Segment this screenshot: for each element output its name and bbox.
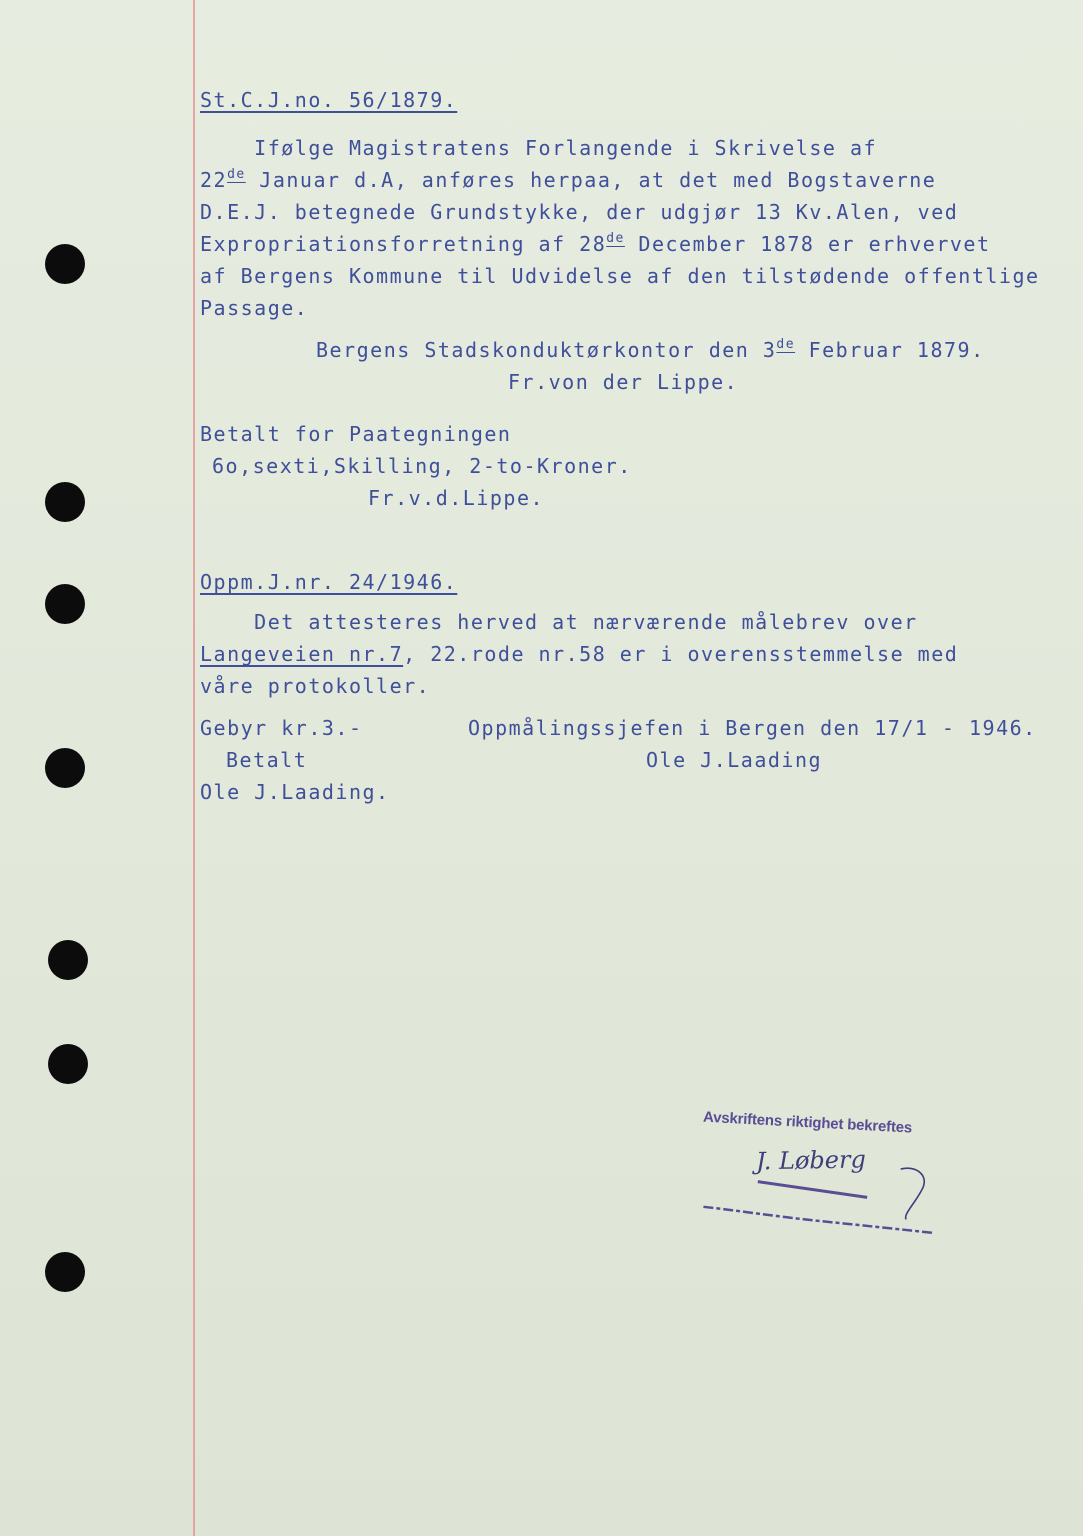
handwritten-signature: J. Løberg — [755, 1145, 867, 1176]
date-day: 22 — [200, 168, 228, 192]
reference-number-1879: St.C.J.no. 56/1879. — [200, 88, 458, 112]
punch-hole — [48, 1044, 88, 1084]
margin-rule — [193, 0, 195, 1536]
body-line: Passage. — [200, 296, 309, 320]
body-line: D.E.J. betegnede Grundstykke, der udgjør 13 Kv.Alen, ved — [200, 200, 959, 224]
fee-signature: Ole J.Laading. — [200, 780, 390, 804]
punch-hole — [48, 940, 88, 980]
fee-paid: Betalt — [226, 748, 308, 772]
payment-amount: 6o,sexti,Skilling, 2-to-Kroner. — [212, 454, 632, 478]
fee-line: Gebyr kr.3.- — [200, 716, 363, 740]
stamp-lines — [697, 1109, 948, 1252]
date-text: Februar 1879. — [795, 338, 985, 362]
body-line: Ifølge Magistratens Forlangende i Skrivelse af — [200, 136, 878, 160]
punch-hole — [45, 244, 85, 284]
date-suffix: de — [776, 337, 796, 352]
date-suffix: de — [227, 167, 246, 182]
body-line — [200, 642, 958, 666]
signature-name: Fr.von der Lippe. — [508, 370, 739, 394]
payment-signature: Fr.v.d.Lippe. — [368, 486, 545, 510]
punch-hole — [45, 748, 85, 788]
reference-number-1946: Oppm.J.nr. 24/1946. — [200, 570, 458, 594]
body-line — [200, 168, 936, 192]
body-line: af Bergens Kommune til Udvidelse af den tilstødende offentlige — [200, 264, 1040, 288]
place-text: Bergens Stadskonduktørkontor den 3 — [316, 338, 777, 362]
punch-hole — [45, 584, 85, 624]
body-line: Det attesteres herved at nærværende målebrev over — [200, 610, 918, 634]
body-text: December 1878 er erhvervet — [624, 232, 991, 256]
office-signature: Ole J.Laading — [646, 748, 823, 772]
body-text: Januar d.A, anføres herpaa, at det med Bogstaverne — [259, 168, 937, 192]
certification-stamp — [697, 1109, 948, 1252]
payment-title: Betalt for Paategningen — [200, 422, 512, 446]
date-suffix: de — [606, 231, 625, 246]
body-text: Expropriationsforretning af 28 — [200, 232, 607, 256]
punch-hole — [45, 482, 85, 522]
punch-hole — [45, 1252, 85, 1292]
office-place-date: Oppmålingssjefen i Bergen den 17/1 - 1946. — [468, 716, 1037, 740]
signature-place-date — [316, 338, 985, 362]
body-text: , 22.rode nr.58 er i overensstemmelse med — [403, 642, 959, 666]
stamp-text: Avskriftens riktighet bekreftes — [702, 1108, 913, 1137]
body-line — [200, 232, 991, 256]
body-line: våre protokoller. — [200, 674, 431, 698]
street-address: Langeveien nr.7 — [200, 642, 404, 666]
